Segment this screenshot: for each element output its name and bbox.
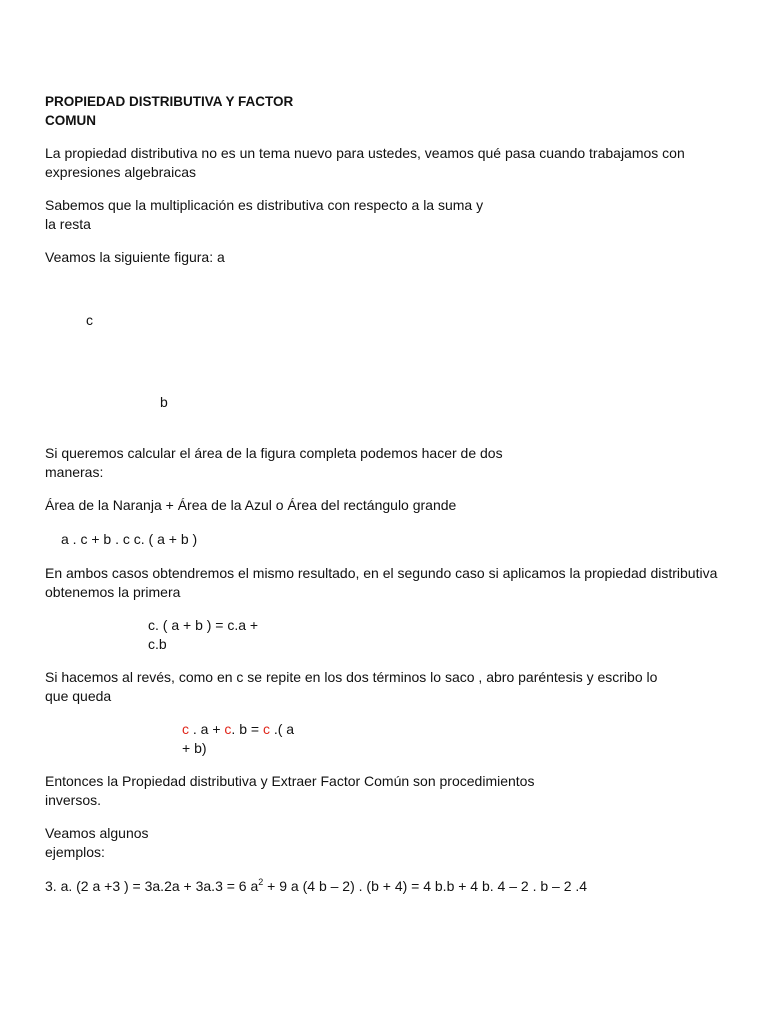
- paragraph-reves: [45, 668, 657, 706]
- figure-label-c: c: [86, 312, 93, 328]
- paragraph-areas: [45, 444, 503, 482]
- formula-line: [182, 720, 294, 739]
- paragraph-line: obtenemos la primera: [45, 584, 181, 600]
- paragraph-line: que queda: [45, 688, 112, 704]
- formula-line: c. ( a + b ) = c.a +: [148, 617, 259, 633]
- formula-line: + b): [182, 740, 207, 756]
- formula-text: . b =: [231, 721, 263, 737]
- paragraph-line: Si hacemos al revés, como en c se repite en los dos términos lo saco , abro paréntesis y escribo lo: [45, 669, 658, 685]
- paragraph-line: expresiones algebraicas: [45, 164, 196, 180]
- paragraph-line: maneras:: [45, 464, 104, 480]
- paragraph-line: Entonces la Propiedad distributiva y Extraer Factor Común son procedimientos: [45, 773, 535, 789]
- figure-label-b: b: [160, 394, 168, 410]
- paragraph-line: la resta: [45, 216, 91, 232]
- formula-text: . a +: [189, 721, 225, 737]
- factor-c: c: [262, 721, 270, 737]
- title-line-1: PROPIEDAD DISTRIBUTIVA Y FACTOR: [45, 94, 294, 109]
- formula-1: a . c + b . c c. ( a + b ): [61, 531, 198, 547]
- paragraph-figura: Veamos la siguiente figura: a: [45, 249, 225, 265]
- paragraph-ejemplos: [45, 824, 149, 862]
- example-text: 3. a. (2 a +3 ) = 3a.2a + 3a.3 = 6 a: [45, 878, 259, 894]
- paragraph-intro: [45, 144, 685, 182]
- formula-2: [148, 616, 258, 654]
- title-line-2: COMUN: [45, 113, 96, 128]
- paragraph-sabemos: [45, 196, 483, 234]
- paragraph-line: La propiedad distributiva no es un tema nuevo para ustedes, veamos qué pasa cuando trabajamos con: [45, 145, 685, 161]
- example-line: [45, 877, 587, 896]
- formula-text: .( a: [269, 721, 295, 737]
- formula-line: c.b: [148, 636, 167, 652]
- paragraph-line: Veamos algunos: [45, 825, 149, 841]
- exponent: 2: [258, 877, 264, 887]
- paragraph-line: inversos.: [45, 792, 102, 808]
- paragraph-line: ejemplos:: [45, 844, 105, 860]
- paragraph-ambos: [45, 564, 717, 602]
- factor-c: c: [224, 721, 232, 737]
- document-title: [45, 92, 293, 130]
- formula-3: [182, 720, 294, 758]
- paragraph-area-naranja: Área de la Naranja + Área de la Azul o Área del rectángulo grande: [45, 497, 457, 513]
- paragraph-line: Si queremos calcular el área de la figura completa podemos hacer de dos: [45, 445, 503, 461]
- paragraph-line: Sabemos que la multiplicación es distributiva con respecto a la suma y: [45, 197, 484, 213]
- paragraph-line: En ambos casos obtendremos el mismo resultado, en el segundo caso si aplicamos la propiedad distributiva: [45, 565, 718, 581]
- paragraph-entonces: [45, 772, 534, 810]
- example-text: + 9 a (4 b – 2) . (b + 4) = 4 b.b + 4 b. 4 – 2 . b – 2 .4: [263, 878, 588, 894]
- factor-c: c: [182, 721, 189, 737]
